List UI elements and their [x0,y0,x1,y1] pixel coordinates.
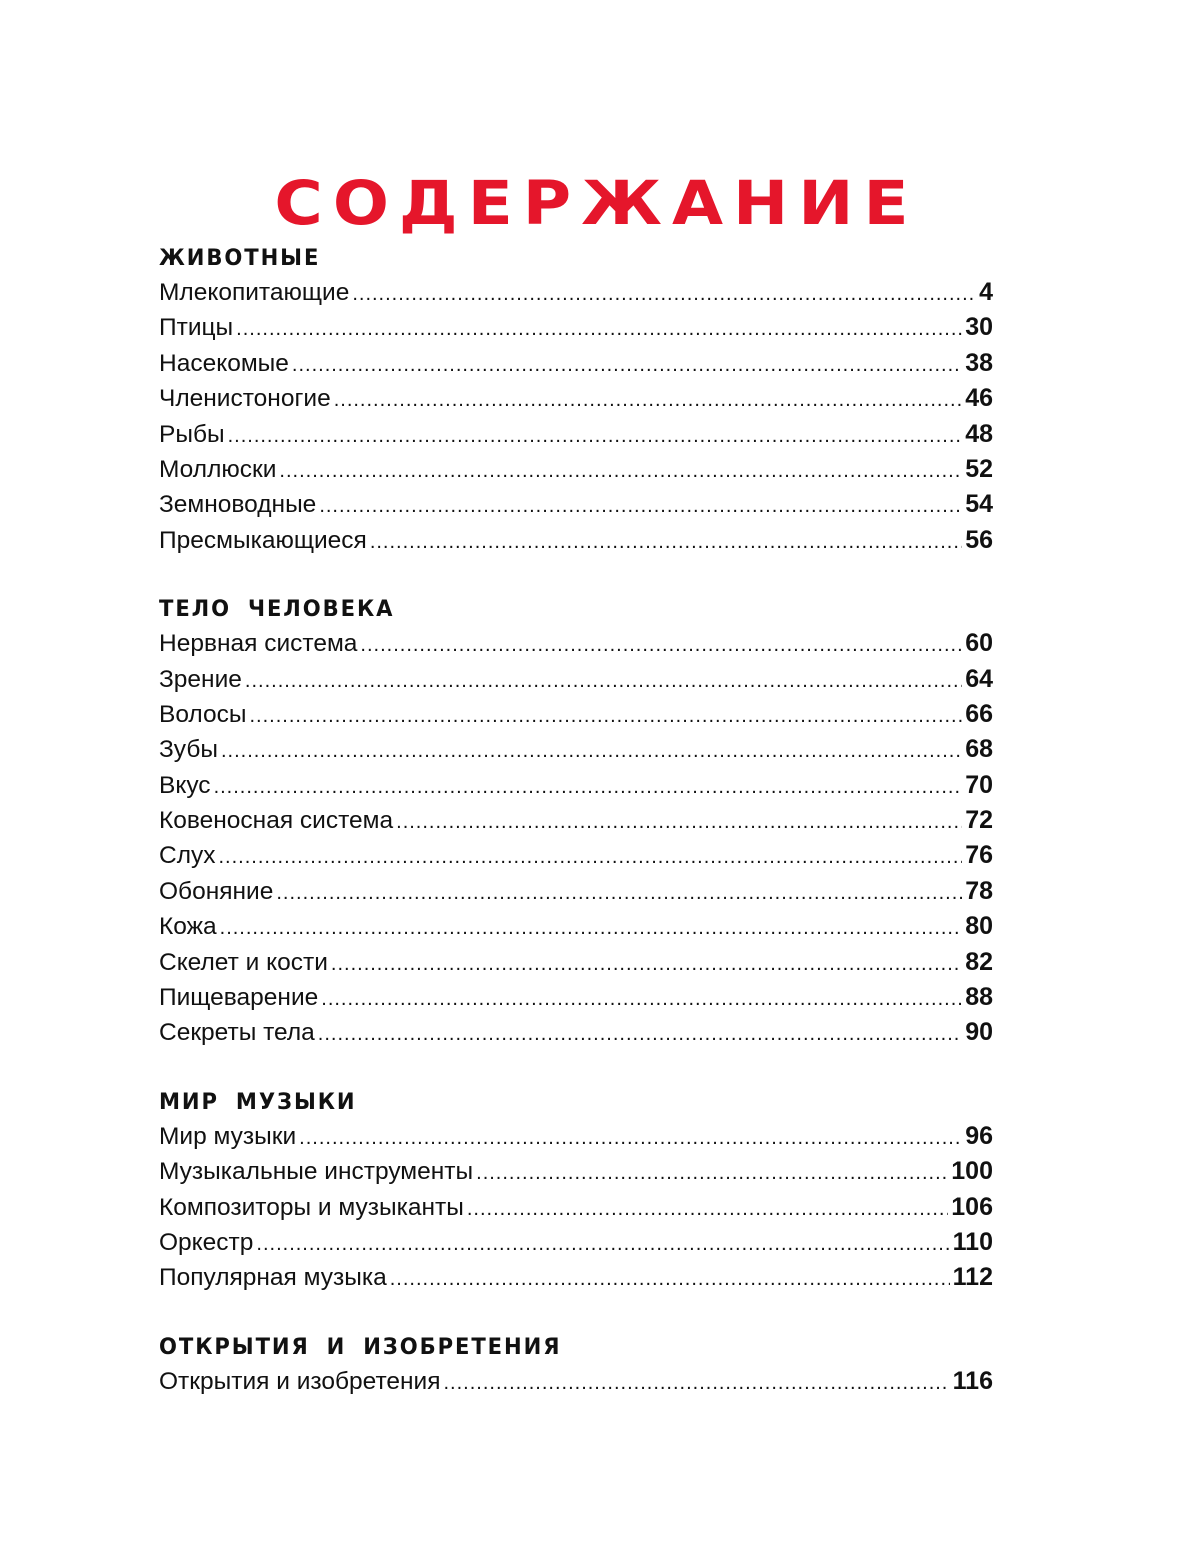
toc-section [159,243,993,558]
dot-leader [396,805,962,840]
entry-title: Секреты тела [159,1019,315,1047]
entry-title: Зрение [159,665,242,693]
page-number: 100 [951,1157,993,1186]
dot-leader [292,348,962,383]
page-title: СОДЕРЖАНИЕ [274,168,919,240]
entry-title: Оркестр [159,1228,254,1256]
toc-entry[interactable] [159,523,993,558]
entry-title: Волосы [159,700,247,728]
entry-title: Ковеносная система [159,807,394,835]
page-number: 54 [965,490,993,519]
page-number: 72 [965,806,993,835]
toc-entry[interactable] [159,275,993,310]
toc-entry[interactable] [159,417,993,452]
toc-entry[interactable] [159,980,993,1015]
page-number: 106 [951,1192,993,1221]
dot-leader [228,419,963,454]
page-number: 90 [965,1018,993,1047]
entry-title: Млекопитающие [159,279,350,306]
entry-title: Обоняние [159,877,274,905]
toc-entry[interactable] [159,945,993,980]
dot-leader [318,1017,962,1052]
page-number: 30 [965,313,993,342]
entry-title: Скелет и кости [159,948,328,976]
toc-entry[interactable] [159,487,993,522]
page-number: 88 [965,983,993,1012]
entry-title: Кожа [159,913,217,941]
page-number: 38 [965,348,993,377]
toc-entry[interactable] [159,838,993,873]
page-number: 4 [979,278,993,306]
entry-title: Мир музыки [159,1122,297,1150]
entry-title: Пищеварение [159,984,319,1012]
toc-entry[interactable] [159,874,993,909]
dot-leader [319,489,962,524]
entry-title: Композиторы и музыканты [159,1193,464,1221]
page-number: 80 [965,912,993,941]
dot-leader [221,734,962,769]
page-number: 96 [965,1121,993,1150]
toc-entry[interactable] [159,1225,993,1260]
dot-leader [214,770,963,805]
toc-entry[interactable] [159,909,993,944]
dot-leader [467,1192,948,1227]
dot-leader [334,383,962,418]
entry-title: Насекомые [159,349,289,377]
entry-title: Слух [159,842,216,870]
dot-leader [256,1227,949,1262]
toc-entry[interactable] [159,1119,993,1154]
dot-leader [279,454,962,489]
dot-leader [299,1121,962,1156]
toc-entry[interactable] [159,662,993,697]
dot-leader [390,1262,950,1297]
toc-entry[interactable] [159,452,993,487]
page-number: 78 [965,876,993,905]
entry-title: Зубы [159,736,218,764]
entry-title: Вкус [159,771,211,799]
entry-title: Пресмыкающиеся [159,526,367,554]
dot-leader [444,1366,950,1401]
dot-leader [245,664,962,699]
page-number: 112 [952,1263,993,1292]
dot-leader [250,699,963,734]
page-number: 64 [965,664,993,693]
entry-title: Рыбы [159,420,225,448]
entry-title: Моллюски [159,455,277,483]
toc-entry[interactable] [159,1015,993,1050]
dot-leader [352,277,976,312]
toc-entry[interactable] [159,626,993,661]
dot-leader [331,947,962,982]
toc-entry[interactable] [159,1364,993,1399]
entry-title: Музыкальные инструменты [159,1158,474,1186]
page-number: 52 [965,454,993,483]
dot-leader [219,840,963,875]
entry-title: Членистоногие [159,385,331,413]
toc-entry[interactable] [159,768,993,803]
dot-leader [220,911,963,946]
dot-leader [321,982,962,1017]
toc-entry[interactable] [159,1260,993,1295]
page-number: 116 [952,1366,993,1395]
toc-section [159,1332,993,1399]
dot-leader [360,628,962,663]
toc-entry[interactable] [159,732,993,767]
toc-entry[interactable] [159,803,993,838]
section-heading: ТЕЛО ЧЕЛОВЕКА [159,597,395,623]
page-number: 48 [965,419,993,448]
table-of-contents [159,243,993,1399]
toc-entry[interactable] [159,1154,993,1189]
dot-leader [236,312,962,347]
toc-entry[interactable] [159,346,993,381]
toc-section [159,594,993,1051]
entry-title: Птицы [159,314,234,342]
toc-entry[interactable] [159,381,993,416]
page-number: 60 [965,629,993,658]
section-heading: МИР МУЗЫКИ [159,1089,357,1115]
section-heading: ЖИВОТНЫЕ [159,246,321,271]
page-number: 76 [965,841,993,870]
toc-entry[interactable] [159,310,993,345]
dot-leader [370,525,962,560]
page-number: 110 [952,1227,993,1256]
entry-title: Нервная система [159,630,358,658]
page-number: 68 [965,735,993,764]
page-number: 70 [965,770,993,799]
toc-entry[interactable] [159,697,993,732]
toc-entry[interactable] [159,1190,993,1225]
page-number: 46 [965,384,993,413]
entry-title: Земноводные [159,491,317,519]
dot-leader [276,876,962,911]
entry-title: Популярная музыка [159,1264,387,1292]
dot-leader [476,1156,948,1191]
page-number: 56 [965,525,993,554]
page-number: 82 [965,947,993,976]
toc-section [159,1087,993,1296]
page-number: 66 [965,699,993,728]
entry-title: Открытия и изобретения [159,1367,441,1395]
section-heading: ОТКРЫТИЯ И ИЗОБРЕТЕНИЯ [159,1334,562,1360]
